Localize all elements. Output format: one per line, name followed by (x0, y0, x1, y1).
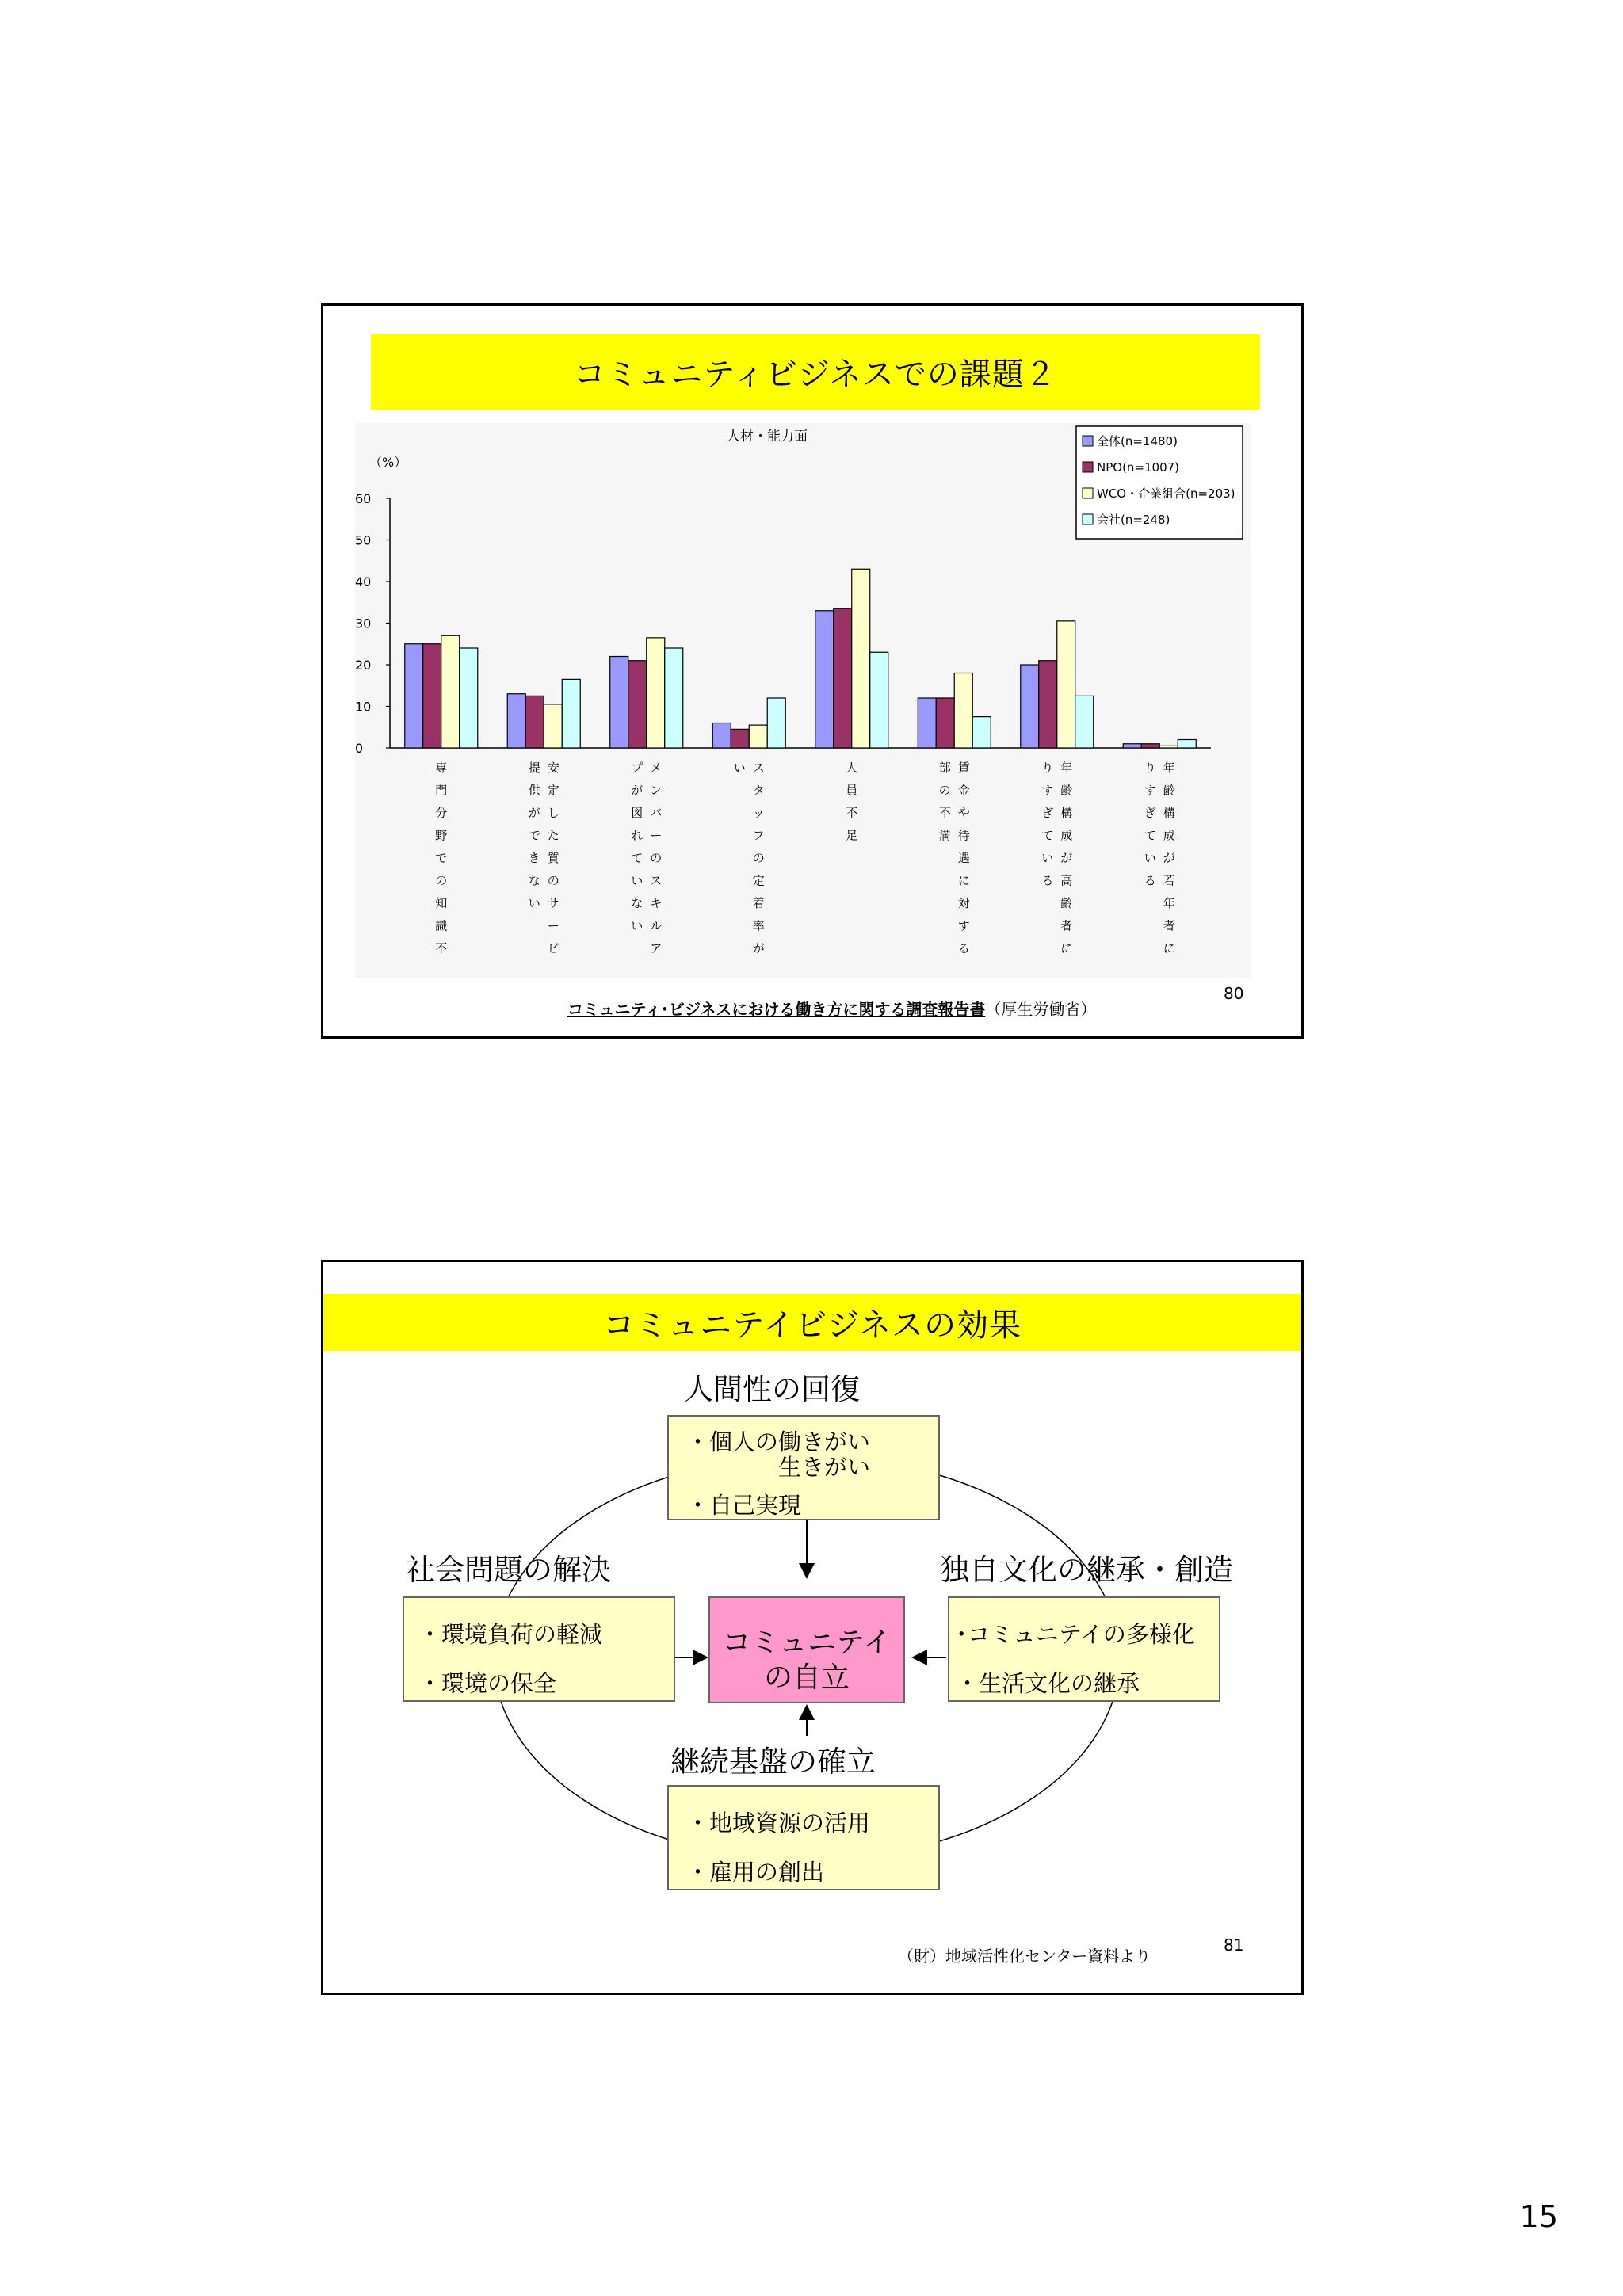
x-tick-label-char: 不 (435, 941, 448, 955)
label-humanity-recovery: 人間性の回復 (684, 1372, 860, 1406)
x-tick-label-char: 分 (435, 806, 448, 820)
x-tick-label-char: に (1163, 941, 1175, 955)
slide-81 (321, 1260, 1304, 1995)
x-tick-label-char: る (1041, 873, 1054, 888)
label-culture-inheritance: 独自文化の継承・創造 (940, 1553, 1233, 1587)
x-tick-label-char: 門 (435, 783, 448, 798)
x-tick-label-char: た (547, 828, 559, 843)
x-tick-label-char: 部 (938, 761, 951, 775)
x-tick-label-char: 者 (1163, 918, 1175, 933)
bar (870, 652, 888, 748)
x-tick-label-char: い (528, 896, 540, 910)
box-social-problem-solving (403, 1596, 675, 1702)
x-tick-label-char: い (1041, 851, 1054, 865)
x-tick-label-char: り (1041, 761, 1054, 775)
x-tick-label-char: 齢 (1163, 783, 1175, 798)
x-tick-label-char: し (547, 806, 559, 820)
bar (647, 638, 665, 748)
chart-title: 人材・能力面 (727, 429, 808, 444)
slide-title: コミュニテイビジネスの効果 (323, 1294, 1301, 1351)
x-tick-label-char: れ (631, 828, 643, 843)
x-tick-label-char: 若 (1163, 873, 1175, 888)
x-tick-label-char: 齢 (1060, 896, 1073, 910)
bar (1039, 661, 1057, 748)
x-tick-label-char: の (650, 851, 663, 865)
y-tick-label: 20 (355, 658, 372, 673)
bar (1075, 696, 1094, 748)
page-number: 15 (1519, 2199, 1558, 2234)
x-tick-label-char: の (752, 851, 765, 865)
y-axis-label: （%） (369, 455, 407, 470)
bar (834, 608, 852, 748)
legend-label: WCO・企業組合(n=203) (1097, 486, 1235, 501)
x-tick-label-char: 構 (1163, 806, 1175, 820)
x-tick-label-char: フ (752, 828, 765, 843)
box-culture-inheritance (948, 1596, 1220, 1702)
x-tick-label-char: バ (650, 806, 663, 820)
bar (610, 657, 628, 749)
box-foundation-establishment (667, 1785, 940, 1890)
x-tick-label-char: な (528, 873, 540, 888)
x-tick-label-char: 識 (435, 918, 448, 933)
legend-swatch (1083, 514, 1093, 524)
bar (749, 725, 767, 748)
label-social-problem-solving: 社会問題の解決 (406, 1553, 611, 1587)
x-tick-label-char: ン (650, 783, 663, 798)
x-tick-label-char: 者 (1060, 918, 1073, 933)
box-line: ・環境の保全 (418, 1670, 557, 1697)
x-tick-label-char: す (1144, 783, 1156, 798)
bar (1057, 621, 1075, 748)
x-tick-label-char: い (733, 761, 746, 775)
x-tick-label-char: ー (650, 828, 663, 843)
x-tick-label-char: 待 (957, 828, 970, 843)
y-tick-label: 30 (355, 616, 372, 631)
bar (460, 648, 478, 748)
bar (1141, 744, 1159, 748)
center-line: の自立 (763, 1661, 850, 1694)
bar (1123, 744, 1141, 748)
source-citation (567, 997, 1096, 1020)
x-tick-label-char: 定 (547, 783, 559, 798)
x-tick-label-char: 野 (435, 828, 448, 843)
bar-chart-svg (355, 423, 1251, 978)
bar (918, 698, 936, 748)
box-line: 生きがい (778, 1454, 871, 1481)
legend-swatch (1083, 488, 1093, 498)
bar (936, 698, 954, 748)
box-line: ･コミュニテイの多様化 (956, 1621, 1195, 1648)
x-tick-label-char: 員 (846, 783, 858, 798)
x-tick-label-char: に (957, 873, 970, 888)
x-tick-label-char: 提 (528, 761, 540, 775)
bar (1021, 665, 1039, 748)
x-tick-label-char: 年 (1060, 761, 1073, 775)
x-tick-label-char: で (435, 851, 448, 865)
x-tick-label-char: 対 (957, 896, 970, 910)
x-tick-label-char: 成 (1163, 828, 1175, 843)
x-tick-label-char: い (631, 873, 643, 888)
bar (1159, 746, 1178, 748)
x-tick-label-char: 年 (1163, 761, 1175, 775)
x-tick-label-char: る (1144, 873, 1156, 888)
legend-swatch (1083, 436, 1093, 446)
slide-80 (321, 303, 1304, 1039)
x-tick-label-char: プ (631, 761, 643, 775)
bar-chart (355, 423, 1251, 978)
box-line: ・雇用の創出 (686, 1859, 825, 1886)
center-line: コミュニテイ (722, 1627, 892, 1659)
x-tick-label-char: い (1144, 851, 1156, 865)
source-citation: （財）地域活性化センター資料より (898, 1947, 1151, 1966)
x-tick-label-char: 図 (631, 806, 643, 820)
x-tick-label-char: 構 (1060, 806, 1073, 820)
x-tick-label-char: 着 (752, 896, 765, 910)
y-tick-label: 50 (355, 532, 372, 548)
x-tick-label-char: キ (650, 896, 663, 910)
x-tick-label-char: メ (650, 761, 663, 775)
x-tick-label-char: 専 (435, 761, 448, 775)
bar (767, 698, 785, 748)
x-tick-label-char: が (1060, 851, 1073, 865)
box-humanity-recovery (667, 1415, 940, 1520)
x-tick-label-char: の (938, 783, 951, 798)
x-tick-label-char: ぎ (1144, 806, 1156, 820)
x-tick-label-char: す (1041, 783, 1054, 798)
x-tick-label-char: い (631, 918, 643, 933)
bar (665, 648, 683, 748)
legend-label: 全体(n=1480) (1097, 434, 1178, 448)
y-tick-label: 60 (355, 491, 372, 506)
bar (954, 673, 972, 749)
bar (712, 723, 731, 749)
bar (405, 644, 423, 748)
box-line: ・自己実現 (686, 1492, 802, 1519)
x-tick-label-char: 満 (938, 828, 951, 843)
x-tick-label-char: の (435, 873, 448, 888)
source-publisher: （厚生労働省） (985, 1000, 1097, 1019)
bar (525, 696, 544, 748)
box-community-independence (708, 1596, 905, 1703)
x-tick-label-char: 人 (846, 761, 858, 775)
box-line: ・個人の働きがい (686, 1428, 871, 1455)
bar (628, 661, 647, 748)
x-tick-label-char: 齢 (1060, 783, 1073, 798)
x-tick-label-char: が (1163, 851, 1175, 865)
x-tick-label-char: 知 (435, 896, 448, 910)
x-tick-label-char: 供 (528, 783, 540, 798)
x-tick-label-char: で (528, 828, 540, 843)
x-tick-label-char: 高 (1060, 873, 1073, 888)
x-tick-label-char: ー (547, 918, 559, 933)
x-tick-label-char: な (631, 896, 643, 910)
slide-number: 81 (1224, 1936, 1244, 1955)
x-tick-label-char: ビ (547, 941, 559, 955)
x-tick-label-char: ア (650, 941, 663, 955)
x-tick-label-char: 定 (752, 873, 765, 888)
x-tick-label-char: ス (752, 761, 765, 775)
bar (507, 694, 525, 748)
bar (544, 704, 562, 748)
x-tick-label-char: て (1041, 828, 1054, 843)
y-tick-label: 40 (355, 574, 372, 589)
x-tick-label-char: す (957, 918, 970, 933)
x-tick-label-char: の (547, 873, 559, 888)
slide-number: 80 (1224, 984, 1244, 1003)
x-tick-label-char: 遇 (957, 851, 970, 865)
x-tick-label-char: ル (650, 918, 663, 933)
x-tick-label-char: が (752, 941, 765, 955)
x-tick-label-char: タ (752, 783, 765, 798)
bar (441, 635, 460, 748)
label-foundation-establishment: 継続基盤の確立 (670, 1745, 876, 1779)
x-tick-label-char: が (528, 806, 540, 820)
box-line: ・生活文化の継承 (956, 1670, 1140, 1697)
y-tick-label: 0 (355, 741, 364, 756)
x-tick-label-char: て (1144, 828, 1156, 843)
bar (1178, 740, 1196, 749)
x-tick-label-char: 不 (846, 806, 858, 820)
x-tick-label-char: る (957, 941, 970, 955)
source-title: コミュニティ･ビジネスにおける働き方に関する調査報告書 (567, 1000, 986, 1019)
slide-title: コミュニティビジネスでの課題２ (371, 334, 1260, 410)
bar (423, 644, 441, 748)
legend-label: 会社(n=248) (1097, 513, 1170, 527)
x-tick-label-char: 賃 (957, 761, 970, 775)
x-tick-label-char: 成 (1060, 828, 1073, 843)
x-tick-label-char: 年 (1163, 896, 1175, 910)
y-tick-label: 10 (355, 699, 372, 715)
x-tick-label-char: 足 (846, 828, 858, 843)
bar (815, 611, 834, 748)
bar (731, 729, 749, 748)
bar (562, 679, 580, 748)
x-tick-label-char: が (631, 783, 643, 798)
x-tick-label-char: に (1060, 941, 1073, 955)
bar (972, 717, 991, 748)
x-tick-label-char: て (631, 851, 643, 865)
x-tick-label-char: ぎ (1041, 806, 1054, 820)
x-tick-label-char: り (1144, 761, 1156, 775)
bar (852, 569, 870, 748)
x-tick-label-char: 安 (547, 761, 559, 775)
legend-label: NPO(n=1007) (1097, 460, 1180, 475)
legend-swatch (1083, 462, 1093, 472)
x-tick-label-char: 不 (938, 806, 951, 820)
x-tick-label-char: や (957, 806, 970, 820)
box-line: ・地域資源の活用 (686, 1810, 871, 1836)
box-line: ・環境負荷の軽減 (418, 1621, 603, 1648)
x-tick-label-char: ス (650, 873, 663, 888)
x-tick-label-char: 率 (752, 918, 765, 933)
x-tick-label-char: 質 (547, 851, 559, 865)
x-tick-label-char: 金 (957, 783, 970, 798)
x-tick-label-char: サ (547, 896, 559, 910)
x-tick-label-char: ッ (752, 806, 765, 820)
x-tick-label-char: き (528, 851, 540, 865)
